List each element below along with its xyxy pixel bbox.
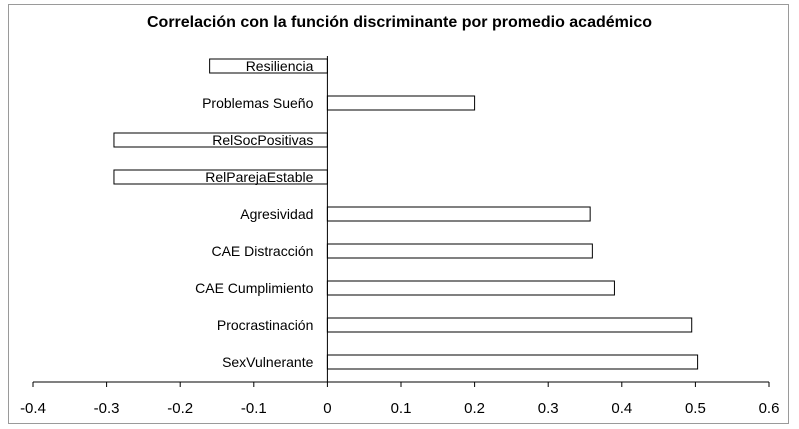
x-tick-label: 0.1 [390, 400, 412, 417]
x-tick-label: 0.3 [537, 400, 559, 417]
category-label: Agresividad [240, 206, 314, 222]
category-label: CAE Distracción [211, 243, 314, 259]
bar [327, 96, 474, 110]
x-tick-label: -0.3 [93, 400, 120, 417]
x-tick-label: 0 [323, 400, 332, 417]
category-label: Problemas Sueño [202, 95, 314, 111]
chart-title: Correlación con la función discriminante por promedio académico [147, 14, 652, 31]
x-tick-label: 0.6 [758, 400, 780, 417]
x-tick-label: -0.2 [167, 400, 194, 417]
x-tick-label: -0.4 [20, 400, 46, 417]
category-label: Procrastinación [216, 317, 314, 333]
x-tick-label: 0.5 [684, 400, 706, 417]
category-label: RelSocPositivas [212, 132, 314, 148]
x-tick-label: 0.4 [611, 400, 633, 417]
bar [327, 207, 590, 221]
x-tick-label: 0.2 [464, 400, 486, 417]
category-label: Resiliencia [245, 58, 314, 74]
bar [327, 244, 592, 258]
x-tick-label: -0.1 [240, 400, 267, 417]
category-label: SexVulnerante [222, 354, 314, 370]
category-label: RelParejaEstable [205, 169, 314, 185]
bar [327, 281, 614, 295]
category-label: CAE Cumplimiento [195, 280, 314, 296]
bar [327, 318, 691, 332]
bar [327, 355, 697, 369]
